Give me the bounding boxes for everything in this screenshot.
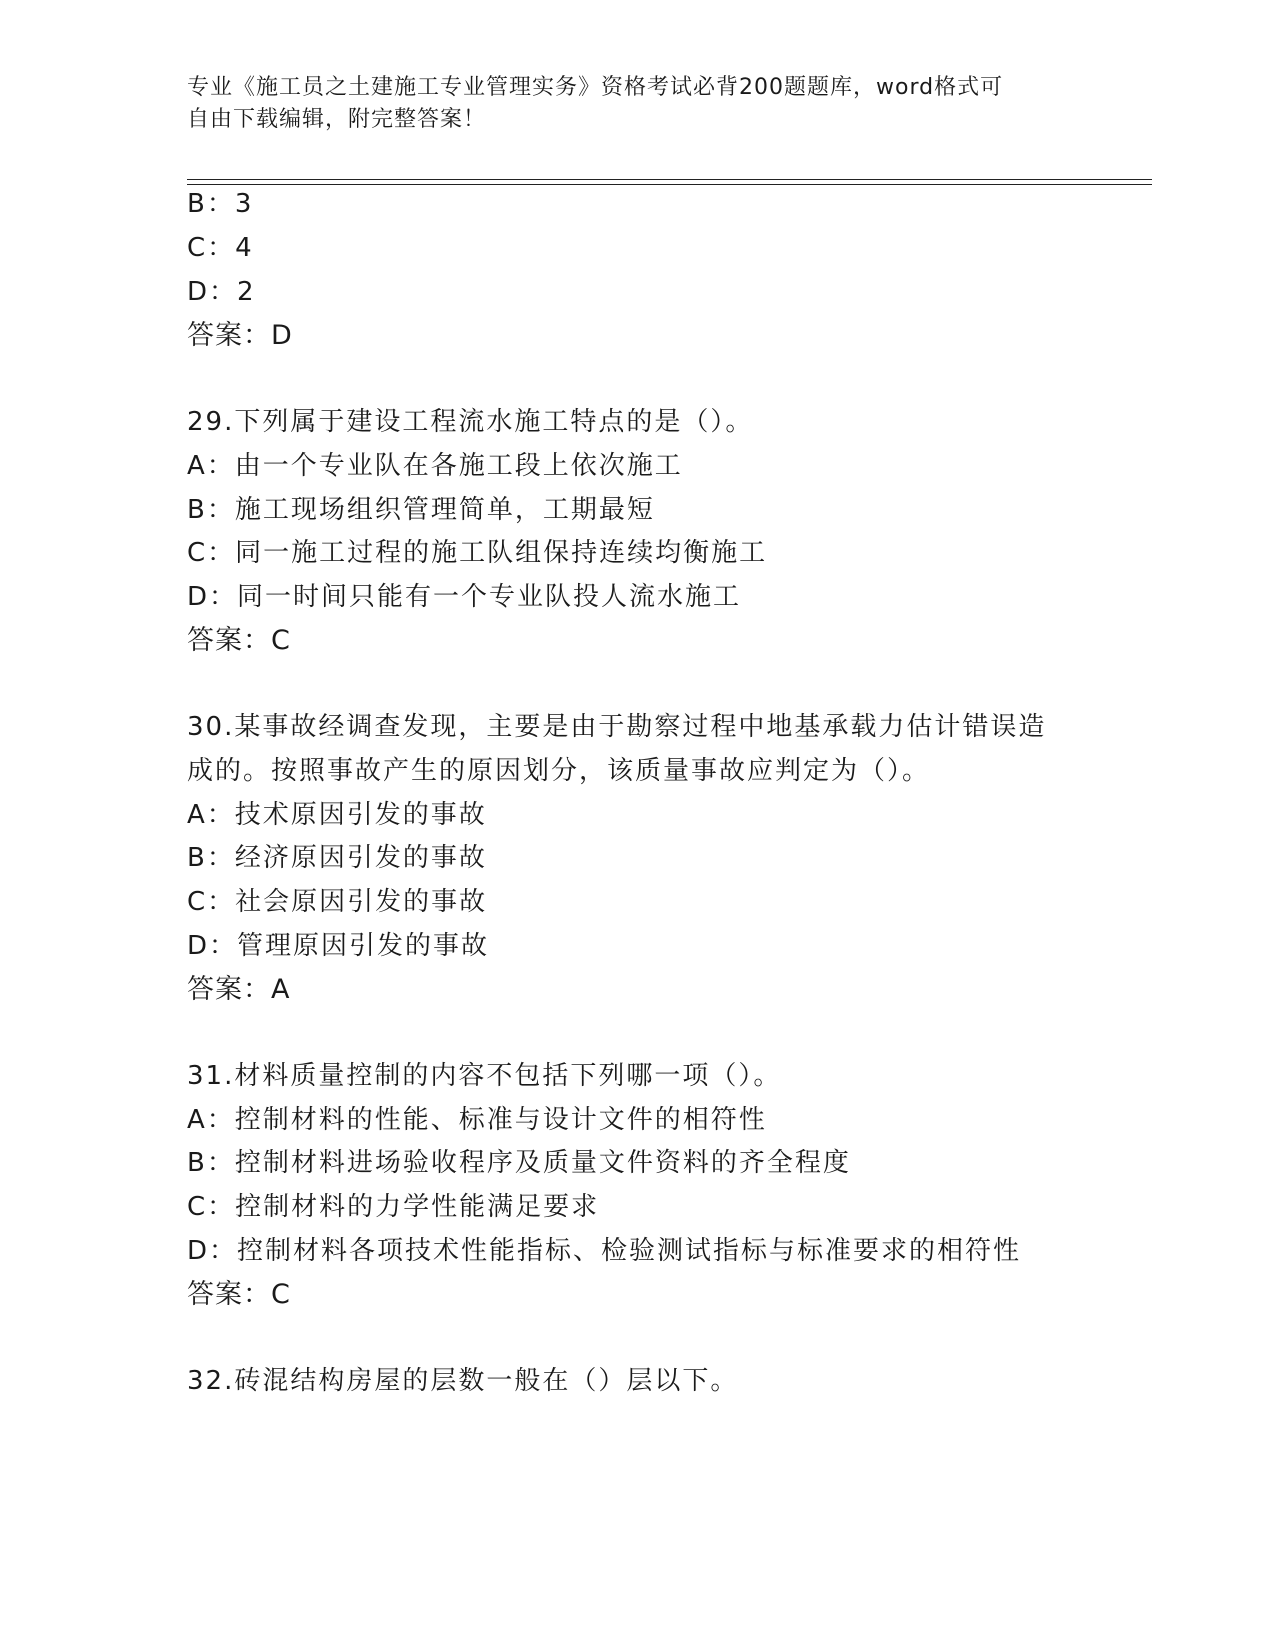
q31-answer: 答案：C [187, 1279, 291, 1310]
q31-option-c: C：控制材料的力学性能满足要求 [187, 1192, 600, 1222]
q30-option-d: D：管理原因引发的事故 [187, 931, 490, 961]
q31-option-a: A：控制材料的性能、标准与设计文件的相符性 [187, 1105, 767, 1135]
q31-question: 31.材料质量控制的内容不包括下列哪一项（）。 [187, 1061, 782, 1091]
q29-option-b: B：施工现场组织管理简单，工期最短 [187, 495, 655, 525]
q30-option-a: A：技术原因引发的事故 [187, 800, 487, 830]
q29-answer: 答案：C [187, 625, 291, 656]
q28-answer: 答案：D [187, 320, 293, 351]
q30-question-line-1: 30.某事故经调查发现，主要是由于勘察过程中地基承载力估计错误造 [187, 712, 1047, 742]
header-title-line-1: 专业《施工员之土建施工专业管理实务》资格考试必背200题题库，word格式可 [187, 75, 1004, 100]
q32-question: 32.砖混结构房屋的层数一般在（）层以下。 [187, 1366, 739, 1396]
document-header [187, 72, 1067, 136]
header-title-line-2: 自由下载编辑，附完整答案！ [187, 107, 487, 132]
header-divider-top [187, 179, 1152, 180]
q31-option-d: D：控制材料各项技术性能指标、检验测试指标与标准要求的相符性 [187, 1236, 1022, 1266]
q28-option-c: C：4 [187, 233, 254, 263]
q29-question: 29.下列属于建设工程流水施工特点的是（）。 [187, 407, 754, 437]
q30-answer: 答案：A [187, 974, 291, 1005]
q29-option-a: A：由一个专业队在各施工段上依次施工 [187, 451, 683, 481]
q28-option-b: B：3 [187, 189, 254, 219]
header-divider-bottom [187, 184, 1152, 185]
q30-option-b: B：经济原因引发的事故 [187, 843, 487, 873]
q31-option-b: B：控制材料进场验收程序及质量文件资料的齐全程度 [187, 1148, 851, 1178]
q30-option-c: C：社会原因引发的事故 [187, 887, 488, 917]
q28-option-d: D：2 [187, 277, 256, 307]
q29-option-c: C：同一施工过程的施工队组保持连续均衡施工 [187, 538, 768, 568]
q30-question-line-2: 成的。按照事故产生的原因划分，该质量事故应判定为（）。 [187, 756, 931, 786]
q29-option-d: D：同一时间只能有一个专业队投人流水施工 [187, 582, 742, 612]
